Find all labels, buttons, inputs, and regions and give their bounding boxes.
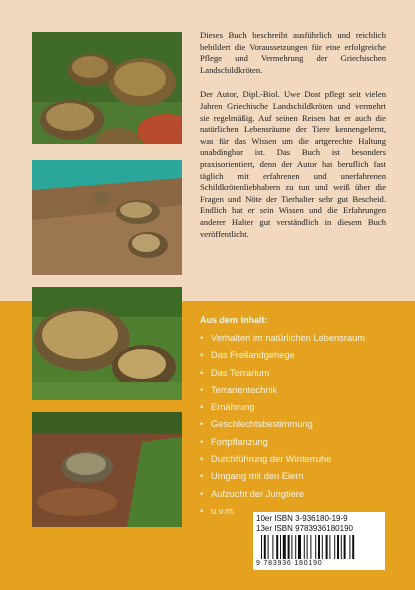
contents-item: • Geschlechtsbestimmung <box>200 416 390 433</box>
contents-item: • Das Freilandgehege <box>200 347 390 364</box>
contents-section <box>200 315 390 520</box>
photo-tortoises-feeding <box>32 32 182 144</box>
contents-item: • Umgang mit den Eiern <box>200 468 390 485</box>
contents-item: • Terrarientechnik <box>200 382 390 399</box>
isbn-13: 13er ISBN 9783936180190 <box>256 524 353 533</box>
description-text <box>200 30 386 240</box>
barcode-digits: 9 783936 180190 <box>256 560 323 567</box>
contents-item: • Das Terrarium <box>200 365 390 382</box>
photo-egg-laying <box>32 412 182 527</box>
photo-outdoor-enclosure <box>32 287 182 400</box>
contents-item: • Verhalten im natürlichen Lebensraum <box>200 330 390 347</box>
contents-list <box>200 330 390 520</box>
contents-item: • Durchführung der Winterruhe <box>200 451 390 468</box>
contents-item: • Fortpflanzung <box>200 434 390 451</box>
isbn-label <box>253 512 385 570</box>
photo-terrarium <box>32 160 182 275</box>
description-paragraph-1: Dieses Buch beschreibt ausführlich und reichlich bebildert die Voraussetzungen für eine erfolgreiche Pflege und Vermehrung der Griechischen Landschildkröten. <box>200 30 386 75</box>
barcode-icon <box>261 535 379 559</box>
description-paragraph-2: Der Autor, Dipl.-Biol. Uwe Dost pflegt seit vielen Jahren Griechische Landschildkröten und vermehrt sie regelmäßig. Auf seinen Reisen hat er auch die natürlichen Lebensräume der Tiere kennengelernt, was für das Wissen um die artgerechte Haltung unabdingbar ist. Das Buch ist besonders praxisorientiert, denn der Autor hat beruflich fast täglich mit erfahrenen und unerfahrenen Schildkrötenliebhabern zu tun und weiß über die Fragen und Nöte der Tierhalter sehr gut Bescheid. Endlich hat er sein Wissen und die Erfahrungen anderer Halter gut verständlich in diesem Buch veröffentlicht. <box>200 89 386 239</box>
contents-heading: Aus dem Inhalt: <box>200 315 268 325</box>
contents-item: • Ernährung <box>200 399 390 416</box>
contents-item: • Aufzucht der Jungtiere <box>200 486 390 503</box>
contents-item: • u.v.m. <box>200 503 390 520</box>
isbn-10: 10er ISBN 3-936180-19-9 <box>256 514 348 523</box>
